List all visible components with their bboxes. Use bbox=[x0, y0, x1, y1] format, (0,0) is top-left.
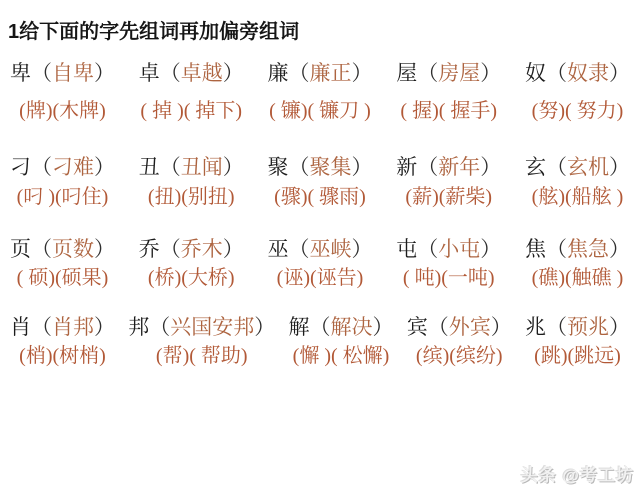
first-word: 丑闻 bbox=[180, 155, 223, 179]
base-word-line bbox=[525, 155, 630, 179]
paren-open: （ bbox=[417, 61, 439, 85]
derived-words: (礁)(触礁 ) bbox=[531, 267, 624, 289]
first-word: 解决 bbox=[330, 315, 373, 339]
paren-close: ） bbox=[222, 155, 244, 179]
paren-open: （ bbox=[309, 315, 331, 339]
base-word-line bbox=[10, 155, 115, 179]
derived-words: (缤)(缤纷) bbox=[415, 345, 503, 367]
base-word-line bbox=[289, 315, 394, 339]
paren-open: （ bbox=[31, 315, 52, 339]
derived-words: (桥)(大桥) bbox=[147, 267, 235, 289]
word-group bbox=[128, 315, 275, 368]
base-word-line bbox=[525, 237, 630, 261]
paren-close: ） bbox=[351, 155, 373, 179]
paren-close: ） bbox=[490, 315, 512, 339]
paren-close: ） bbox=[94, 237, 115, 261]
first-word: 玄机 bbox=[567, 155, 609, 179]
base-char: 肖 bbox=[10, 315, 31, 339]
derived-words: (懈 )( 松懈) bbox=[292, 345, 390, 367]
base-char: 玄 bbox=[525, 155, 546, 179]
word-group bbox=[525, 155, 630, 209]
base-word-line bbox=[396, 155, 501, 179]
word-group bbox=[525, 315, 630, 368]
base-char: 廉 bbox=[267, 61, 289, 85]
word-group bbox=[139, 237, 244, 290]
first-word: 小屯 bbox=[438, 237, 481, 261]
paren-close: ） bbox=[480, 155, 502, 179]
derived-words: ( 掉 )( 掉下) bbox=[140, 100, 243, 122]
word-group bbox=[10, 61, 115, 123]
paren-close: ） bbox=[609, 315, 630, 339]
first-word: 焦急 bbox=[567, 237, 609, 261]
paren-open: （ bbox=[159, 61, 181, 85]
base-word-line bbox=[525, 61, 630, 85]
base-char: 丑 bbox=[138, 155, 160, 179]
base-char: 宾 bbox=[406, 315, 428, 339]
base-char: 兆 bbox=[525, 315, 546, 339]
word-group bbox=[139, 61, 244, 123]
first-word: 乔木 bbox=[180, 237, 223, 261]
paren-open: （ bbox=[31, 61, 52, 85]
base-word-line bbox=[396, 61, 501, 85]
derived-words: (跳)(跳远) bbox=[534, 345, 621, 367]
exercise-row-2 bbox=[0, 155, 640, 209]
base-word-line bbox=[10, 61, 115, 85]
derived-words: (帮)( 帮助) bbox=[155, 345, 248, 367]
word-group bbox=[289, 315, 394, 368]
paren-open: （ bbox=[546, 237, 567, 261]
paren-close: ） bbox=[254, 315, 276, 339]
base-word-line bbox=[268, 155, 373, 179]
paren-open: （ bbox=[427, 315, 449, 339]
paren-open: （ bbox=[159, 155, 181, 179]
paren-open: （ bbox=[159, 237, 181, 261]
paren-close: ） bbox=[222, 61, 244, 85]
paren-open: （ bbox=[31, 155, 52, 179]
base-char: 屯 bbox=[396, 237, 418, 261]
first-word: 外宾 bbox=[448, 315, 491, 339]
paren-close: ） bbox=[609, 155, 630, 179]
derived-words: ( 握)( 握手) bbox=[400, 100, 498, 122]
derived-words: (叼 )(叼住) bbox=[16, 186, 109, 208]
worksheet-page bbox=[0, 15, 640, 495]
derived-words: ( 硕)(硕果) bbox=[16, 267, 109, 289]
word-group bbox=[10, 315, 115, 368]
watermark-text: 头条 @考工坊 bbox=[520, 466, 634, 485]
paren-close: ） bbox=[94, 155, 115, 179]
word-group bbox=[268, 155, 373, 209]
first-word: 肖邦 bbox=[52, 315, 94, 339]
first-word: 刁难 bbox=[52, 155, 94, 179]
base-word-line bbox=[139, 61, 244, 85]
first-word: 预兆 bbox=[567, 315, 609, 339]
paren-close: ） bbox=[480, 237, 502, 261]
paren-open: （ bbox=[149, 315, 171, 339]
base-word-line bbox=[525, 315, 630, 339]
word-group bbox=[10, 237, 115, 290]
base-char: 乔 bbox=[138, 237, 160, 261]
word-group bbox=[396, 155, 501, 209]
derived-words: (舷)(船舷 ) bbox=[531, 186, 624, 208]
first-word: 卓越 bbox=[180, 61, 223, 85]
word-group bbox=[10, 155, 115, 209]
base-char: 卓 bbox=[138, 61, 160, 85]
base-word-line bbox=[10, 237, 115, 261]
paren-close: ） bbox=[351, 61, 373, 85]
base-word-line bbox=[10, 315, 115, 339]
base-char: 刁 bbox=[10, 155, 31, 179]
word-group bbox=[396, 237, 501, 290]
base-word-line bbox=[396, 237, 501, 261]
first-word: 奴隶 bbox=[567, 61, 609, 85]
paren-open: （ bbox=[546, 61, 567, 85]
first-word: 廉正 bbox=[309, 61, 352, 85]
derived-words: (薪)(薪柴) bbox=[405, 186, 493, 208]
paren-open: （ bbox=[417, 237, 439, 261]
base-char: 页 bbox=[10, 237, 31, 261]
paren-open: （ bbox=[288, 237, 310, 261]
base-word-line bbox=[139, 237, 244, 261]
derived-words: (努)( 努力) bbox=[531, 100, 624, 122]
base-char: 聚 bbox=[267, 155, 289, 179]
first-word: 兴国安邦 bbox=[170, 315, 255, 339]
exercise-row-3 bbox=[0, 237, 640, 290]
paren-close: ） bbox=[609, 237, 630, 261]
derived-words: (诬)(诬告) bbox=[276, 267, 364, 289]
paren-open: （ bbox=[288, 155, 310, 179]
paren-close: ） bbox=[372, 315, 394, 339]
base-char: 卑 bbox=[10, 61, 31, 85]
base-word-line bbox=[407, 315, 512, 339]
word-group bbox=[139, 155, 244, 209]
derived-words: (骤)( 骤雨) bbox=[274, 186, 366, 208]
base-word-line bbox=[128, 315, 275, 339]
paren-close: ） bbox=[94, 315, 115, 339]
base-word-line bbox=[268, 61, 373, 85]
paren-open: （ bbox=[546, 155, 567, 179]
base-char: 解 bbox=[288, 315, 310, 339]
derived-words: ( 吨)(一吨) bbox=[402, 267, 495, 289]
word-group bbox=[396, 61, 501, 123]
derived-words: (牌)(木牌) bbox=[19, 100, 106, 122]
paren-close: ） bbox=[351, 237, 373, 261]
base-word-line bbox=[139, 155, 244, 179]
first-word: 页数 bbox=[52, 237, 94, 261]
base-char: 屋 bbox=[396, 61, 418, 85]
paren-open: （ bbox=[546, 315, 567, 339]
paren-close: ） bbox=[480, 61, 502, 85]
exercise-row-4 bbox=[0, 315, 640, 368]
base-char: 新 bbox=[396, 155, 418, 179]
first-word: 自卑 bbox=[52, 61, 94, 85]
paren-open: （ bbox=[31, 237, 52, 261]
base-char: 邦 bbox=[128, 315, 150, 339]
first-word: 房屋 bbox=[438, 61, 481, 85]
paren-open: （ bbox=[288, 61, 310, 85]
paren-close: ） bbox=[94, 61, 115, 85]
derived-words: ( 镰)( 镰刀 ) bbox=[269, 100, 371, 122]
first-word: 巫峡 bbox=[309, 237, 352, 261]
word-group bbox=[525, 237, 630, 290]
derived-words: (扭)(别扭) bbox=[147, 186, 235, 208]
word-group bbox=[525, 61, 630, 123]
base-char: 奴 bbox=[525, 61, 546, 85]
base-char: 焦 bbox=[525, 237, 546, 261]
paren-open: （ bbox=[417, 155, 439, 179]
exercise-row-1 bbox=[0, 61, 640, 123]
paren-close: ） bbox=[222, 237, 244, 261]
word-group bbox=[268, 237, 373, 290]
paren-close: ） bbox=[609, 61, 630, 85]
base-word-line bbox=[268, 237, 373, 261]
first-word: 聚集 bbox=[309, 155, 352, 179]
worksheet-title: 1给下面的字先组词再加偏旁组词 bbox=[8, 21, 300, 43]
base-char: 巫 bbox=[267, 237, 289, 261]
word-group bbox=[407, 315, 512, 368]
first-word: 新年 bbox=[438, 155, 481, 179]
derived-words: (梢)(树梢) bbox=[19, 345, 106, 367]
word-group bbox=[268, 61, 373, 123]
